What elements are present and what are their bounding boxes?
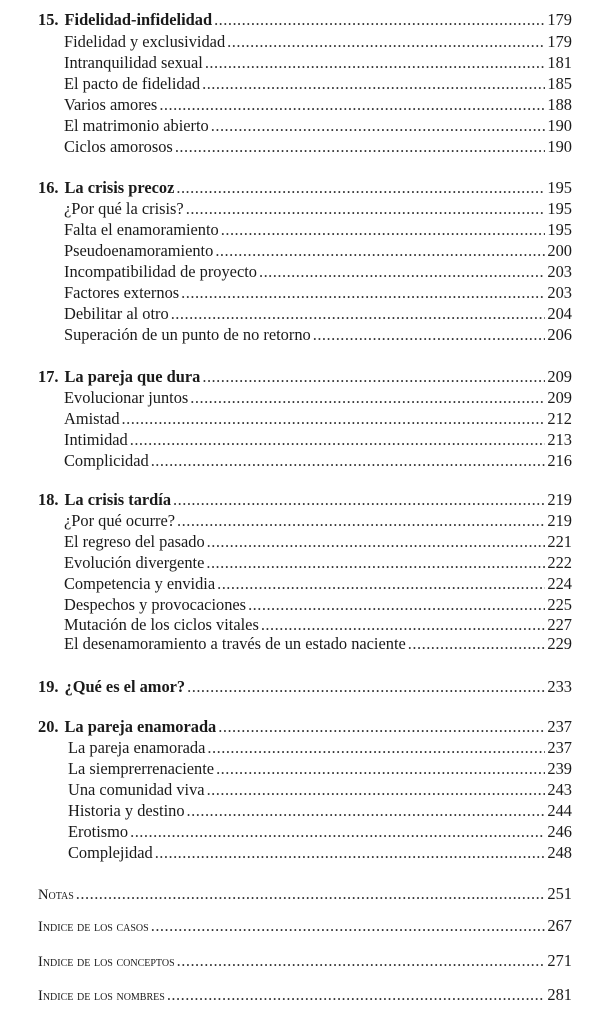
section-title: Complejidad — [68, 843, 153, 862]
backmatter-entry — [38, 884, 572, 906]
page-number: 227 — [547, 615, 572, 634]
chapter-title: La pareja enamorada — [64, 717, 217, 736]
page-number: 225 — [547, 595, 572, 614]
section-entry — [64, 283, 572, 305]
dot-leader — [207, 738, 545, 758]
section-title: ¿Por qué la crisis? — [64, 199, 184, 218]
section-title: Varios amores — [64, 95, 158, 114]
section-title: La siemprerrenaciente — [68, 759, 215, 778]
page-number: 239 — [547, 759, 572, 778]
dot-leader — [248, 595, 545, 615]
dot-leader — [173, 490, 545, 510]
page-number: 181 — [547, 53, 572, 72]
section-entry — [64, 53, 572, 75]
section-entry — [64, 409, 572, 431]
dot-leader — [206, 553, 545, 573]
page-number: 243 — [547, 780, 572, 799]
page-number: 190 — [547, 116, 572, 135]
section-entry — [64, 430, 572, 452]
dot-leader — [190, 388, 545, 408]
section-title: Evolución divergente — [64, 553, 205, 572]
section-entry — [68, 843, 572, 865]
page-number: 206 — [547, 325, 572, 344]
dot-leader — [216, 759, 545, 779]
page-number: 233 — [547, 677, 572, 696]
chapter-heading — [38, 677, 572, 699]
page-number: 216 — [547, 451, 572, 470]
section-entry — [64, 32, 572, 54]
page-number: 190 — [547, 137, 572, 156]
dot-leader — [408, 634, 546, 654]
page-number: 209 — [547, 367, 572, 386]
section-title: Amistad — [64, 409, 120, 428]
section-title: El desenamoramiento a través de un estado naciente — [64, 634, 406, 653]
dot-leader — [205, 53, 546, 73]
dot-leader — [176, 178, 545, 198]
section-title: El matrimonio abierto — [64, 116, 209, 135]
backmatter-entry — [38, 985, 572, 1007]
page-number: 195 — [547, 178, 572, 197]
section-title: Complicidad — [64, 451, 149, 470]
page-number: 195 — [547, 220, 572, 239]
section-title: Superación de un punto de no retorno — [64, 325, 311, 344]
chapter-number: 15. — [38, 10, 59, 29]
section-entry — [64, 388, 572, 410]
page-number: 200 — [547, 241, 572, 260]
chapter-number: 17. — [38, 367, 59, 386]
chapter-heading — [38, 717, 572, 739]
section-entry — [64, 116, 572, 138]
dot-leader — [259, 262, 545, 282]
section-title: La pareja enamorada — [68, 738, 206, 757]
section-entry — [68, 801, 572, 823]
section-entry — [64, 451, 572, 473]
page-number: 229 — [547, 634, 572, 653]
dot-leader — [151, 451, 546, 471]
section-title: Intranquilidad sexual — [64, 53, 203, 72]
section-title: ¿Por qué ocurre? — [64, 511, 176, 530]
section-entry — [64, 634, 572, 656]
page-number: 213 — [547, 430, 572, 449]
dot-leader — [187, 677, 545, 697]
section-title: Intimidad — [64, 430, 128, 449]
page-number: 179 — [547, 32, 572, 51]
section-title: Historia y destino — [68, 801, 185, 820]
page-number: 221 — [547, 532, 572, 551]
section-entry — [64, 325, 572, 347]
dot-leader — [218, 717, 545, 737]
backmatter-title: Indice de los nombres — [38, 988, 165, 1004]
section-entry — [64, 532, 572, 554]
section-title: Debilitar al otro — [64, 304, 169, 323]
page-number: 271 — [547, 951, 572, 970]
page-number: 237 — [547, 738, 572, 757]
page-number: 212 — [547, 409, 572, 428]
dot-leader — [76, 884, 546, 904]
dot-leader — [187, 801, 546, 821]
chapter-title: ¿Qué es el amor? — [64, 677, 186, 696]
dot-leader — [181, 283, 545, 303]
page-number: 244 — [547, 801, 572, 820]
section-title: El regreso del pasado — [64, 532, 205, 551]
chapter-number: 18. — [38, 490, 59, 509]
page-number: 224 — [547, 574, 572, 593]
dot-leader — [175, 137, 546, 157]
backmatter-title: Indice de los conceptos — [38, 954, 175, 970]
section-entry — [64, 262, 572, 284]
backmatter-entry — [38, 951, 572, 973]
section-entry — [64, 304, 572, 326]
section-entry — [68, 780, 572, 802]
section-entry — [64, 595, 572, 617]
backmatter-title: Notas — [38, 887, 74, 903]
page-number: 237 — [547, 717, 572, 736]
section-title: Ciclos amorosos — [64, 137, 173, 156]
page-number: 203 — [547, 283, 572, 302]
chapter-number: 20. — [38, 717, 59, 736]
chapter-heading — [38, 490, 572, 512]
dot-leader — [207, 532, 546, 552]
dot-leader — [207, 780, 546, 800]
page-number: 188 — [547, 95, 572, 114]
section-title: El pacto de fidelidad — [64, 74, 201, 93]
section-entry — [68, 738, 572, 760]
section-entry — [68, 759, 572, 781]
section-title: Despechos y provocaciones — [64, 595, 247, 614]
page-number: 251 — [547, 884, 572, 903]
dot-leader — [151, 916, 546, 936]
chapter-title: La pareja que dura — [64, 367, 201, 386]
page-number: 209 — [547, 388, 572, 407]
dot-leader — [167, 985, 546, 1005]
dot-leader — [202, 367, 545, 387]
section-title: Incompatibilidad de proyecto — [64, 262, 257, 281]
dot-leader — [186, 199, 546, 219]
chapter-title: La crisis tardía — [64, 490, 172, 509]
section-entry — [64, 241, 572, 263]
page-number: 203 — [547, 262, 572, 281]
chapter-title: Fidelidad-infidelidad — [64, 10, 213, 29]
page-number: 179 — [547, 10, 572, 29]
chapter-number: 16. — [38, 178, 59, 197]
section-title: Una comunidad viva — [68, 780, 205, 799]
section-entry — [64, 220, 572, 242]
dot-leader — [211, 116, 546, 136]
dot-leader — [171, 304, 546, 324]
chapter-heading — [38, 10, 572, 32]
dot-leader — [177, 511, 545, 531]
section-title: Competencia y envidia — [64, 574, 216, 593]
section-entry — [64, 199, 572, 221]
dot-leader — [217, 574, 545, 594]
dot-leader — [313, 325, 546, 345]
section-title: Factores externos — [64, 283, 180, 302]
page-number: 219 — [547, 490, 572, 509]
backmatter-title: Indice de los casos — [38, 919, 149, 935]
backmatter-entry — [38, 916, 572, 938]
chapter-number: 19. — [38, 677, 59, 696]
dot-leader — [130, 822, 545, 842]
section-entry — [64, 74, 572, 96]
page-number: 281 — [547, 985, 572, 1004]
section-entry — [64, 95, 572, 117]
chapter-heading — [38, 367, 572, 389]
section-entry — [68, 822, 572, 844]
chapter-heading — [38, 178, 572, 200]
dot-leader — [202, 74, 545, 94]
page-number: 267 — [547, 916, 572, 935]
dot-leader — [130, 430, 546, 450]
section-title: Falta el enamoramiento — [64, 220, 219, 239]
page-number: 222 — [547, 553, 572, 572]
dot-leader — [215, 241, 545, 261]
section-title: Evolucionar juntos — [64, 388, 189, 407]
section-title: Erotismo — [68, 822, 129, 841]
dot-leader — [227, 32, 545, 52]
page-number: 185 — [547, 74, 572, 93]
section-title: Mutación de los ciclos vitales — [64, 615, 259, 634]
section-entry — [64, 511, 572, 533]
page-number: 219 — [547, 511, 572, 530]
section-title: Pseudoenamoramiento — [64, 241, 214, 260]
page-number: 248 — [547, 843, 572, 862]
section-entry — [64, 574, 572, 596]
section-title: Fidelidad y exclusividad — [64, 32, 226, 51]
dot-leader — [214, 10, 545, 30]
dot-leader — [155, 843, 546, 863]
dot-leader — [122, 409, 546, 429]
page-number: 246 — [547, 822, 572, 841]
dot-leader — [261, 615, 546, 635]
chapter-title: La crisis precoz — [64, 178, 175, 197]
section-entry — [64, 553, 572, 575]
dot-leader — [159, 95, 545, 115]
dot-leader — [221, 220, 546, 240]
page-number: 204 — [547, 304, 572, 323]
section-entry — [64, 137, 572, 159]
dot-leader — [177, 951, 546, 971]
page-number: 195 — [547, 199, 572, 218]
